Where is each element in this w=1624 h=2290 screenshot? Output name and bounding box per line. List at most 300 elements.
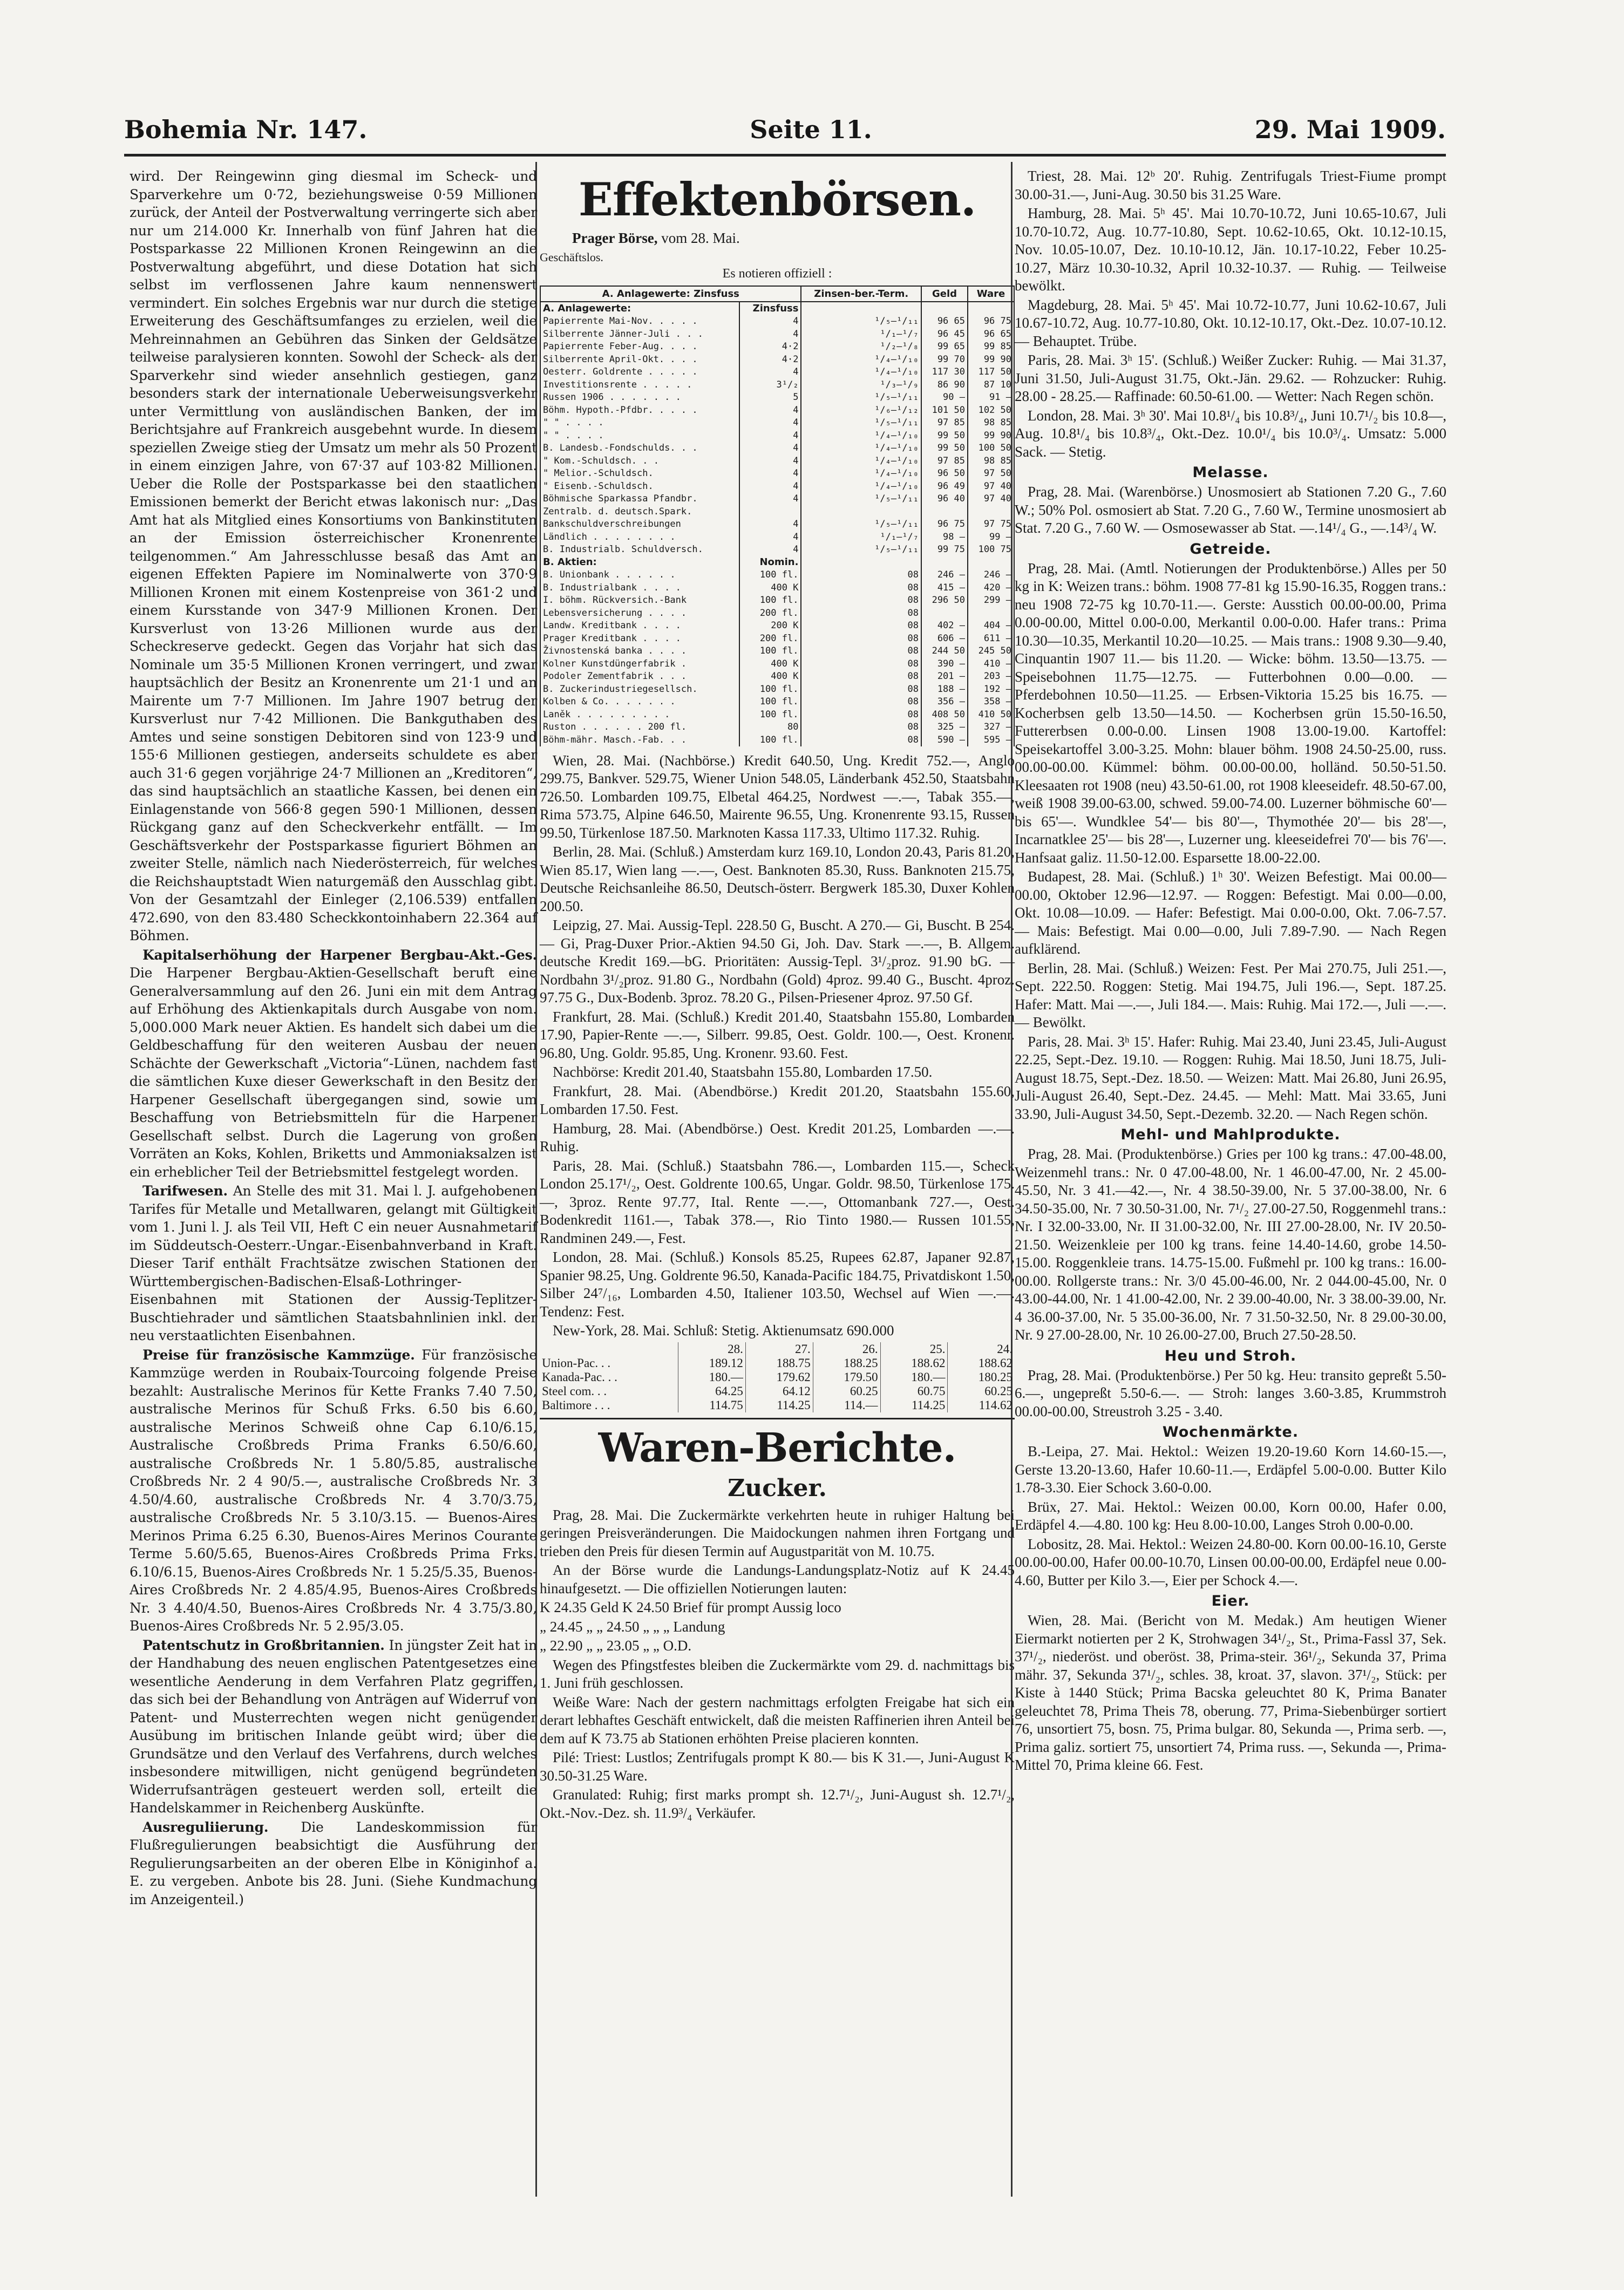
header-page-number: Seite 11. <box>750 115 872 144</box>
kurs-cell: 296 50 <box>921 594 968 607</box>
kurs-row <box>540 632 1014 645</box>
kurs-row <box>540 683 1014 696</box>
kurs-cell: 100 fl. <box>739 708 801 721</box>
kurs-row <box>540 341 1014 354</box>
kurs-cell: 200 fl. <box>739 632 801 645</box>
kurs-cell: 390 — <box>921 657 968 670</box>
newyork-cell: 60.75 <box>880 1384 948 1398</box>
kurs-cell: Oesterr. Goldrente . . . . . <box>540 366 739 379</box>
kurs-cell: 99 85 <box>968 341 1014 354</box>
column-2 <box>540 167 1015 1823</box>
kurs-cell: 08 <box>801 645 921 658</box>
kurs-cell <box>801 302 921 315</box>
kurs-cell: " Kom.-Schuldsch. . . <box>540 454 739 467</box>
kurs-cell: 98 — <box>921 531 968 543</box>
getreide-budapest: Budapest, 28. Mai. (Schluß.) 1ʰ 30'. Weizen Befestigt. Mai 00.00—00.00, Oktober 12.96—12.97. — Roggen: Befestigt. Mai 0.00—0.00, Okt. 10.08—10.09. — Hafer: Befestigt. Mai 0.00-0.00, Okt. 7.06-7.57. — Mais: Befestigt. Mai 0.00—0.00, Juli 7.89-7.90. — Nach Regen aufklärend. <box>1015 868 1446 957</box>
kurs-cell: 327 — <box>968 721 1014 734</box>
kurs-cell: ¹/₄—¹/₁₀ <box>801 442 921 455</box>
kurs-cell: ¹/₄—¹/₁₀ <box>801 467 921 480</box>
kurs-cell: 400 K <box>739 657 801 670</box>
kurs-table-body <box>540 302 1014 746</box>
wochenmarkt-leipa: B.-Leipa, 27. Mai. Hektol.: Weizen 19.20-19.60 Korn 14.60-15.—, Gerste 13.20-13.60, Hafer 10.60-11.—, Erdäpfel 5.00-0.00. Butter Kilo 1.78-3.30. Eier Schock 3.60-0.00. <box>1015 1443 1446 1496</box>
kurs-cell: Prager Kreditbank . . . . <box>540 632 739 645</box>
kurs-cell: Nomin. <box>739 556 801 569</box>
newyork-cell: 24. <box>948 1342 1015 1356</box>
kurs-cell: 595 — <box>968 733 1014 746</box>
kurs-cell: 246 — <box>921 569 968 582</box>
kurs-cell: 87 10 <box>968 378 1014 391</box>
report-london: London, 28. Mai. (Schluß.) Konsols 85.25, Rupees 62.87, Japaner 92.87, Spanier 98.25, Ung. Goldrente 96.50, Kanada-Pacific 184.75, Privatdiskont 1.50, Silber 24⁷/₁₆, Lombarden 4.50, Italiener 103.50, Wechsel auf Wien —.—. Tendenz: Fest. <box>540 1249 1015 1320</box>
kurs-row <box>540 493 1014 506</box>
kurs-row <box>540 302 1014 315</box>
zucker-hamburg: Hamburg, 28. Mai. 5ʰ 45'. Mai 10.70-10.72, Juni 10.65-10.67, Juli 10.70-10.72, Aug. 10.77-10.80, Sept. 10.62-10.65, Okt. 10.12-10.15, Nov. 10.05-10.07, Dez. 10.10-10.12, Jän. 10.17-10.22, Feber 10.25-10.27, März 10.30-10.32, April 10.32-10.37. — Ruhig. — Teilweise bewölkt. <box>1015 205 1446 294</box>
kurs-cell: 400 K <box>739 670 801 683</box>
kurs-row <box>540 467 1014 480</box>
getreide-paris: Paris, 28. Mai. 3ʰ 15'. Hafer: Ruhig. Mai 23.40, Juni 23.45, Juli-August 22.25, Sept.-Dez. 19.10. — Roggen: Ruhig. Mai 18.50, Juni 18.75, Juli-August 18.75, Sept.-Dez. 18.50. — Weizen: Matt. Mai 26.80, Juni 26.95, Juli-August 26.40, Sept.-Dez. 24.45. — Mehl: Matt. Mai 33.65, Juni 33.90, Juli-August 34.50, Sept.-Dezemb. 32.20. — Nach Regen schön. <box>1015 1033 1446 1122</box>
kurs-row <box>540 391 1014 404</box>
kurs-cell: 08 <box>801 657 921 670</box>
newyork-row <box>540 1398 1015 1412</box>
prag-boerse-date: vom 28. Mai. <box>661 230 740 246</box>
kurs-row <box>540 721 1014 734</box>
heu-prag: Prag, 28. Mai. (Produktenbörse.) Per 50 kg. Heu: transito gepreßt 5.50-6.—, ungepreßt 5.50-6.—. — Stroh: langes 3.60-3.85, Krummstroh 00.00-00.00, Streustroh 3.25 - 3.40. <box>1015 1367 1446 1419</box>
subsection-mehl: Mehl- und Mahlprodukte. <box>1120 1126 1341 1143</box>
kurs-header-ware: Ware <box>968 286 1014 302</box>
kurs-cell: 97 85 <box>921 454 968 467</box>
kurs-cell: 4 <box>739 543 801 556</box>
kurs-cell: 08 <box>801 607 921 620</box>
kurs-cell: 99 70 <box>921 353 968 366</box>
kurs-cell: 402 — <box>921 620 968 633</box>
report-newyork-heading: New-York, 28. Mai. Schluß: Stetig. Aktienumsatz 690.000 <box>553 1322 894 1338</box>
kurs-cell: ¹/₁—¹/₇ <box>801 531 921 543</box>
kurs-cell: 3¹/₂ <box>739 378 801 391</box>
kurs-row <box>540 696 1014 709</box>
kurs-row <box>540 733 1014 746</box>
kurs-cell: ¹/₂—¹/₈ <box>801 341 921 354</box>
zucker-boerse: An der Börse wurde die Landungs-Landungsplatz-Notiz auf K 24.45 hinaufgesetzt. — Die offiziellen Notierungen lauten: <box>540 1562 1015 1596</box>
kurs-cell: 611 — <box>968 632 1014 645</box>
kurs-cell: 96 49 <box>921 480 968 493</box>
kurs-cell: 97 75 <box>968 518 1014 531</box>
kurs-cell: Silberrente Jänner-Juli . . . <box>540 328 739 341</box>
section-title-effektenboersen: Effektenbörsen. <box>578 173 976 226</box>
report-hamburg: Hamburg, 28. Mai. (Abendbörse.) Oest. Kredit 201.25, Lombarden —.—. Ruhig. <box>540 1120 1015 1154</box>
newyork-cell: 188.75 <box>745 1356 813 1370</box>
kurs-row <box>540 454 1014 467</box>
kurs-cell: " Eisenb.-Schuldsch. <box>540 480 739 493</box>
prag-boerse-label: Prager Börse, <box>572 230 658 246</box>
article-postsparkasse: wird. Der Reingewinn ging diesmal im Scheck- und Sparverkehre um 0·72, beziehungsweise 0·59 Millionen zurück, der Anteil der Postverwaltung verringerte sich aber nur um 214.000 Kr. Innerhalb von fünf Jahren hat die Postsparkasse 22 Millionen Kronen Reingewinn an die Postverwaltung abgeführt, und diese Dotation hat sich selbst im verflossenen Jahre kaum nennenswert vermindert. Ein solches Ergebnis war nur durch die stetige Erweiterung des Geschäftsumfanges zu erzielen, weil die Mehreinnahmen an Gebühren das Sinken der Geldsätze teilweise paralysieren konnten. Sowohl der Scheck- als der Sparverkehr sind wieder ansehnlich gestiegen, ganz besonders stark der internationale Ueberweisungsverkehr unter Vermittlung von ausländischen Banken, der im Berichtsjahre auf Frankreich ausgebehnt wurde. In diesem speziellen Zweige stieg der Umsatz um mehr als 50 Prozent in einem einzigen Jahre, von 67·37 auf 103·82 Millionen. Ueber die Rolle der Postsparkasse bei den staatlichen Emissionen bemerkt der Bericht etwas lakonisch nur: „Das Amt hat als Mitglied eines Konsortiums von Bankinstituten an der Emission österreichischer Kronenrente teilgenommen.“ Am Jahresschlusse besaß das Amt an eigenen Effekten Papiere im Nominalwerte von 370·9 Millionen Kronen mit einem Kostenpreise von 361·2 und einem Kursstande von 347·9 Millionen Kronen. Der Kursverlust von 13·26 Millionen wurde aus der Scheckreserve gedeckt. Gegen das Vorjahr hat sich das Nominale um 35·5 Millionen Kronen verringert, und zwar hauptsächlich der Besitz an Kronenrente um 21·1 und an Mairente um 7·7 Millionen. Im Jahre 1907 betrug der Kursverlust nur 7·42 Millionen. Die Bankguthaben des Amtes und seine sonstigen Debitoren sind von 123·9 und 155·6 Millionen gestiegen, anderseits schuldete es aber auch 31·6 gegen vorjährige 24·7 Millionen an „Kreditoren“, das sind hauptsächlich an staatliche Kassen, bei denen ein Einlagenstande von 566·8 gegen 590·1 Millionen, dessen Rückgang ganz auf den Scheckverkehr entfällt. — Im Geschäftsverkehr der Postsparkasse figuriert Böhmen an zweiter Stelle, nämlich nach Niederösterreich, für welches die Reichshauptstadt Wien naturgemäß den Ausschlag gibt. Von der Gesamtzahl der Einleger (2,106.539) entfallen 472.690, von den 83.480 Scheckkontoinhabern 22.364 auf Böhmen. <box>130 168 537 943</box>
newyork-cell: 114.— <box>813 1398 880 1412</box>
kurs-cell: 100 fl. <box>739 594 801 607</box>
kurs-cell: 97 40 <box>968 493 1014 506</box>
subsection-heu: Heu und Stroh. <box>1164 1347 1297 1364</box>
getreide-prag: Prag, 28. Mai. (Amtl. Notierungen der Produktenbörse.) Alles per 50 kg in K: Weizen trans.: böhm. 1908 77-81 kg 15.90-16.35, Roggen trans.: neu 1908 72-75 kg 10.70-11.—. Gerste: Ausstich 00.00-00.00, Prima 0.00-00.00, Mittel 0.00-0.00, Merkantil 0.00-0.00. Hafer trans.: Prima 10.30—10.35, Merkantil 10.20—10.25. — Mais trans.: 1908 9.30—9.40, Cinquantin 1907 11.— bis 11.20. — Wicke: böhm. 13.50—13.75. — Speisebohnen 11.75—12.75. — Futterbohnen 0.00—0.00. — Pferdebohnen 10.50—11.25. — Erbsen-Viktoria 15.25 bis 16.75. — Kocherbsen gelb 13.50—14.50. — Kocherbsen grün 15.50-16.50, Futtererbsen 0.00-0.00. Linsen 1908 13.00-19.00. Kartoffel: Speisekartoffel 3.00-3.25. Mohn: blauer böhm. 1908 24.50-25.00, russ. 00.00-00.00. Kümmel: böhm. 00.00-00.00, holländ. 50.50-51.50. Kleesaaten rot 1908 (neu) 43.50-61.00, rot 1908 kleeseidefr. 48.50-67.00, weiß 1908 39.00-63.00, schwed. 59.00-74.00. Luzerner böhmische 60'— bis 65'—. Wundklee 54'— bis 80'—, Thymothée 20'— bis 28'—, Incarnatklee 25'— bis 28'—, Luzerner ung. kleeseidefrei 70'— bis 76'—. Hanfsaat galiz. 11.50-12.00. Esparsette 18.00-22.00. <box>1015 560 1446 866</box>
kurs-cell <box>968 505 1014 518</box>
kurs-cell: 99 90 <box>968 353 1014 366</box>
kurs-cell: 5 <box>739 391 801 404</box>
kurs-cell: 102 50 <box>968 404 1014 417</box>
kurs-cell: 400 K <box>739 581 801 594</box>
newyork-cell: Kanada-Pac. . . <box>542 1370 617 1384</box>
article-kammzuege <box>130 1346 537 1635</box>
zucker-prag: Prag, 28. Mai. Die Zuckermärkte verkehrten heute in ruhiger Haltung bei geringen Preisveränderungen. Die Maidockungen nahmen ihren Fortgang und trieben den Preis für diesen Termin auf Augustparität von M. 10.75. <box>540 1506 1015 1559</box>
kurs-cell: 08 <box>801 708 921 721</box>
kurs-cell: B. Landesb.-Fondschulds. . . <box>540 442 739 455</box>
kurs-cell: 08 <box>801 620 921 633</box>
newyork-cell: Baltimore . . . <box>542 1398 610 1412</box>
kurs-cell: 80 <box>739 721 801 734</box>
kurs-cell: 4 <box>739 531 801 543</box>
kurs-cell: 4·2 <box>739 353 801 366</box>
kurs-cell: 100 fl. <box>739 733 801 746</box>
section-title-warenberichte: Waren-Berichte. <box>598 1424 956 1471</box>
kurs-row <box>540 366 1014 379</box>
melasse-prag: Prag, 28. Mai. (Warenbörse.) Unosmosiert ab Stationen 7.20 G., 7.60 W.; 50% Pol. osmosiert ab Stat. 7.20 G., 7.60 W., Termine unosmosiert ab Stat. 7.20 G., 7.60 W. — Osmosewasser ab Stat. —.14¹/₄ G., —.14³/₄ W. <box>1015 484 1446 536</box>
newyork-cell: 27. <box>745 1342 813 1356</box>
article-patentschutz <box>130 1636 537 1817</box>
kurs-cell: ¹/₄—¹/₁₀ <box>801 366 921 379</box>
newyork-cell: 64.25 <box>678 1384 745 1398</box>
subsection-getreide: Getreide. <box>1190 540 1272 558</box>
newyork-cell: 179.50 <box>813 1370 880 1384</box>
kurs-cell: 97 40 <box>968 480 1014 493</box>
eier-wien: Wien, 28. Mai. (Bericht von M. Medak.) Am heutigen Wiener Eiermarkt notierten per 2 K, Strohwagen 34¹/₂, St., Prima-Fassl 37, Sek. 37¹/₂, niederöst. und oberöst. 38, Prima-steir. 36¹/₂, Sekunda 37, Prima mähr. 37, Sekunda 37¹/₂, schles. 38, kroat. 37, slavon. 37¹/₂, Stück: per Kiste à 1440 Stück; Prima Bacska geleuchtet 80 K, Prima Banater geleuchtet 78, Prima Theis 78, oberung. 77, Prima-Siebenbürger sortiert 76, unsortiert 75, bosn. 75, Prima bulgar. 80, Sekunda —, Prima serb. —, Prima galiz. sortiert 75, unsortiert 74, Prima russ. —, Sekunda —, Prima-Mittel 70, Prima kleine 66. Fest. <box>1015 1612 1446 1773</box>
zucker-triest: Triest, 28. Mai. 12ᵇ 20'. Ruhig. Zentrifugals Triest-Fiume prompt 30.00-31.—, Juni-Aug. 30.50 bis 31.25 Ware. <box>1015 168 1446 202</box>
kurs-cell: ¹/₄—¹/₁₀ <box>801 454 921 467</box>
kurs-cell: Papierrente Mai-Nov. . . . . <box>540 315 739 328</box>
zucker-notierung-3: „ 22.90 „ „ 23.05 „ „ O.D. <box>540 1637 692 1654</box>
zucker-notierung-2: „ 24.45 „ „ 24.50 „ „ „ Landung <box>540 1618 725 1635</box>
kurs-cell: Ruston . . . . . . 200 fl. <box>540 721 739 734</box>
prag-boerse-heading <box>540 229 1015 266</box>
kurs-cell: 4 <box>739 404 801 417</box>
kurs-cell: Investitionsrente . . . . . <box>540 378 739 391</box>
kurs-row <box>540 505 1014 518</box>
kurs-cell: 99 65 <box>921 341 968 354</box>
newyork-cell: 179.62 <box>745 1370 813 1384</box>
article-tarifwesen <box>130 1182 537 1345</box>
kurs-row <box>540 607 1014 620</box>
getreide-berlin: Berlin, 28. Mai. (Schluß.) Weizen: Fest. Per Mai 270.75, Juli 251.—, Sept. 222.50. Roggen: Stetig. Mai 194.75, Juli 196.—, Sept. 187.25. Hafer: Matt. Mai —.—, Juli 184.—. Mais: Ruhig. Mai 172.—, Juli —.—. — Bewölkt. <box>1015 960 1446 1030</box>
kurs-cell: Böhm-mähr. Masch.-Fab. . . <box>540 733 739 746</box>
kurs-row <box>540 429 1014 442</box>
kurs-row <box>540 645 1014 658</box>
kurs-table-header <box>540 286 1014 302</box>
kurs-cell: 100 50 <box>968 442 1014 455</box>
kurs-cell: 200 K <box>739 620 801 633</box>
kurs-cell: 410 — <box>968 657 1014 670</box>
kurs-cell: Silberrente April-Okt. . . . <box>540 353 739 366</box>
kurs-cell: 420 — <box>968 581 1014 594</box>
kurs-header-term: Zinsen-ber.-Term. <box>801 286 921 302</box>
page-header <box>124 105 1446 157</box>
article-harpener-body: Die Harpener Bergbau-Aktien-Gesellschaft beruft eine Generalversammlung auf den 26. Juni ein mit dem Antrag auf Erhöhung des Aktienkapitals durch Ausgabe von nom. 5,000.000 Mark neuer Aktien. Es handelt sich dabei um die Geldbeschaffung für den weiteren Ausbau der neuen Schächte der Gewerkschaft „Victoria“-Lünen, nachdem fast die sämtlichen Kuxe dieser Gewerkschaft in den Besitz der Harpener Gesellschaft übergegangen sind, sowie um Beschaffung von Betriebsmitteln für die Harpener Gesellschaft selbst. Durch die Lagerung von großen Vorräten an Koks, Kohlen, Briketts und Ammoniaksalzen ist ein erheblicher Teil der Betriebsmittel festgelegt worden. <box>130 965 537 1180</box>
kurs-cell: ¹/₁—¹/₇ <box>801 328 921 341</box>
kurs-row <box>540 442 1014 455</box>
kurs-cell: 08 <box>801 721 921 734</box>
newyork-cell: 188.25 <box>813 1356 880 1370</box>
kurs-cell: 117 30 <box>921 366 968 379</box>
subsection-wochenmaerkte: Wochenmärkte. <box>1162 1424 1299 1440</box>
kurs-cell: 4 <box>739 366 801 379</box>
kurs-cell: 201 — <box>921 670 968 683</box>
kurs-table <box>540 286 1015 746</box>
newyork-cell: 114.62 <box>948 1398 1015 1412</box>
kurs-cell: ¹/₅—¹/₁₁ <box>801 391 921 404</box>
kurs-cell: 188 — <box>921 683 968 696</box>
kurs-cell: 96 65 <box>921 315 968 328</box>
article-patentschutz-body: In jüngster Zeit hat in der Handhabung des neuen englischen Patentgesetzes eine wesentliche Aenderung in dem Verfahren Platz gegriffen, das sich bei der Behandlung von Anträgen auf Widerruf von Patent- und Musterrechten wegen nicht genügender Ausübung im britischen Inlande geübt wird; über die Grundsätze und den Verlauf des Verfahrens, durch welches insbesondere mitwilligen, nicht genügend begründeten Widerrufsanträgen gesteuert werden soll, erteilt die Handelskammer in Reichenberg Auskünfte. <box>130 1637 537 1816</box>
kurs-cell: 415 — <box>921 581 968 594</box>
kurs-cell <box>921 505 968 518</box>
newyork-cell: 64.12 <box>745 1384 813 1398</box>
newyork-cell: Union-Pac. . . <box>542 1356 611 1370</box>
kurs-cell: 08 <box>801 581 921 594</box>
kurs-cell: Laněk . . . . . . . . . <box>540 708 739 721</box>
newyork-cell: 60.25 <box>948 1384 1015 1398</box>
kurs-row <box>540 708 1014 721</box>
zucker-pfingsten: Wegen des Pfingstfestes bleiben die Zuckermärkte vom 29. d. nachmittags bis 1. Juni früh geschlossen. <box>540 1656 1015 1691</box>
kurs-cell: 4 <box>739 467 801 480</box>
kurs-cell: 325 — <box>921 721 968 734</box>
kurs-cell: Kolben & Co. . . . . . . <box>540 696 739 709</box>
newyork-cell: 188.62 <box>948 1356 1015 1370</box>
kurs-cell: 96 50 <box>921 467 968 480</box>
report-wien: Wien, 28. Mai. (Nachbörse.) Kredit 640.50, Ung. Kredit 752.—, Anglo 299.75, Bankver. 529.75, Wiener Union 548.05, Länderbank 452.50, Staatsbahn 726.50. Lombarden 109.75, Elbetal 464.25, Nordwest —.—, Tabak 355.—, Rima 573.75, Alpine 646.50, Mairente 96.55, Ung. Kronenrente 93.15, Russen 99.50, Türkenlose 187.50. Marknoten Kassa 117.33, Ultimo 117.32. Ruhig. <box>540 752 1015 841</box>
kurs-row <box>540 670 1014 683</box>
kurs-row <box>540 480 1014 493</box>
article-tarifwesen-body: An Stelle des mit 31. Mai l. J. aufgehobenen Tarifes für Metalle und Metallwaren, gelangt mit Gültigkeit vom 1. Juni l. J. als Teil VII, Heft C ein neuer Ausnahmetarif im Süddeutsch-Oesterr.-Ungar.-Eisenbahnverband in Kraft. Dieser Tarif enthält Frachtsätze zwischen Stationen der Württembergischen-Badischen-Elsaß-Lothringer-Eisenbahnen mit Stationen der Aussig-Teplitzer-Buschtiehrader und sämtlichen Staatsbahnlinien inkl. der neu verstaatlichten Eisenbahnen. <box>130 1183 538 1343</box>
newyork-cell: 25. <box>880 1342 948 1356</box>
kurs-cell: 08 <box>801 632 921 645</box>
kurs-cell: 4 <box>739 417 801 430</box>
kurs-cell <box>921 302 968 315</box>
kurs-cell: 4 <box>739 493 801 506</box>
kurs-cell: ¹/₆—¹/₁₂ <box>801 404 921 417</box>
wochenmarkt-lobositz: Lobositz, 28. Mai. Hektol.: Weizen 24.80-00. Korn 00.00-16.10, Gerste 00.00-00.00, Hafer 00.00-10.70, Linsen 00.00-00.00, Erdäpfel neue 0.00-4.60, Butter per Kilo 3.—, Eier per Schock 4.—. <box>1015 1535 1446 1588</box>
kurs-cell: ¹/₅—¹/₁₁ <box>801 543 921 556</box>
newyork-row <box>540 1370 1015 1384</box>
kurs-row <box>540 404 1014 417</box>
newyork-cell <box>540 1342 678 1356</box>
kurs-cell: 100 fl. <box>739 569 801 582</box>
prag-boerse-note: Geschäftslos. <box>540 250 603 264</box>
kurs-cell: 98 85 <box>968 417 1014 430</box>
kurs-cell: 590 — <box>921 733 968 746</box>
kurs-cell: 08 <box>801 733 921 746</box>
kurs-cell: B. Zuckerindustriegesellsch. <box>540 683 739 696</box>
kurs-cell: ¹/₃—¹/₉ <box>801 378 921 391</box>
kurs-row <box>540 594 1014 607</box>
kurs-cell: 99 50 <box>921 442 968 455</box>
kurs-cell: Papierrente Feber-Aug. . . . <box>540 341 739 354</box>
kurs-cell: 4 <box>739 454 801 467</box>
kurs-cell: 101 50 <box>921 404 968 417</box>
zucker-magdeburg: Magdeburg, 28. Mai. 5ʰ 45'. Mai 10.72-10.77, Juni 10.62-10.67, Juli 10.67-10.72, Aug. 10.77-10.80, Okt. 10.12-10.17, Okt.-Dez. 10.07-10.12. — Behauptet. Trübe. <box>1015 296 1446 349</box>
kurs-cell: 4 <box>739 480 801 493</box>
subsection-melasse: Melasse. <box>1192 464 1269 481</box>
newyork-table <box>540 1342 1015 1412</box>
wochenmarkt-brux: Brüx, 27. Mai. Hektol.: Weizen 00.00, Korn 00.00, Hafer 0.00, Erdäpfel 4.—4.80. 100 kg: Heu 8.00-10.00, Langes Stroh 0.00-0.00. <box>1015 1498 1446 1533</box>
zucker-london: London, 28. Mai. 3ʰ 30'. Mai 10.8¹/₄ bis 10.8³/₄, Juni 10.7¹/₂ bis 10.8—, Aug. 10.8¹/₄ bis 10.8³/₄, Okt.-Dez. 10.0¹/₄ bis 10.0³/₄. Umsatz: 5.000 Sack. — Stetig. <box>1015 407 1446 460</box>
article-harpener <box>130 946 537 1181</box>
kurs-cell: 245 50 <box>968 645 1014 658</box>
kurs-cell: 404 — <box>968 620 1014 633</box>
kurs-cell: 410 50 <box>968 708 1014 721</box>
kurs-row <box>540 328 1014 341</box>
newyork-cell: 26. <box>813 1342 880 1356</box>
kurs-header-geld: Geld <box>921 286 968 302</box>
kurs-cell: 96 75 <box>921 518 968 531</box>
kurs-cell: 99 50 <box>921 429 968 442</box>
subsection-zucker: Zucker. <box>728 1474 827 1502</box>
kurs-cell: 99 75 <box>921 543 968 556</box>
kurs-row <box>540 569 1014 582</box>
newyork-row <box>540 1384 1015 1398</box>
kurs-cell: B. Unionbank . . . . . . <box>540 569 739 582</box>
kurs-row <box>540 417 1014 430</box>
kurs-row <box>540 543 1014 556</box>
newyork-row <box>540 1342 1015 1356</box>
kurs-cell: 98 85 <box>968 454 1014 467</box>
report-frankfurt-nachboerse: Nachbörse: Kredit 201.40, Staatsbahn 155.80, Lombarden 17.50. <box>553 1064 933 1080</box>
kurs-row <box>540 581 1014 594</box>
kurs-cell: 86 90 <box>921 378 968 391</box>
kurs-cell: Podoler Zementfabrik . . . <box>540 670 739 683</box>
kurs-cell: 90 — <box>921 391 968 404</box>
kurs-cell: 299 — <box>968 594 1014 607</box>
kurs-cell: 96 40 <box>921 493 968 506</box>
column-1 <box>130 167 537 1910</box>
newyork-cell: 180.— <box>880 1370 948 1384</box>
kurs-cell: ¹/₄—¹/₁₀ <box>801 353 921 366</box>
kurs-cell <box>968 607 1014 620</box>
kurs-cell: B. Industrialbank . . . . <box>540 581 739 594</box>
kurs-cell: " " . . . . <box>540 429 739 442</box>
zucker-paris: Paris, 28. Mai. 3ʰ 15'. (Schluß.) Weißer Zucker: Ruhig. — Mai 31.37, Juni 31.50, Juli-August 31.75, Okt.-Jän. 29.62. — Rohzucker: Ruhig. 28.00 - 28.25.— Raffinade: 60.50-61.00. — Wetter: Nach Regen schön. <box>1015 352 1446 404</box>
article-tarifwesen-heading: Tarifwesen. <box>142 1183 228 1199</box>
kurs-cell: 99 90 <box>968 429 1014 442</box>
kurs-cell: 08 <box>801 569 921 582</box>
kurs-cell: 96 65 <box>968 328 1014 341</box>
kurs-cell: Ländlich . . . . . . . . <box>540 531 739 543</box>
kurs-cell: 4 <box>739 315 801 328</box>
divider-waren <box>540 1418 1015 1419</box>
kurs-cell: 192 — <box>968 683 1014 696</box>
kurs-cell: 08 <box>801 683 921 696</box>
kurs-cell <box>921 607 968 620</box>
zucker-granulated: Granulated: Ruhig; first marks prompt sh. 12.7¹/₂, Juni-August sh. 12.7¹/₂, Okt.-Nov.-Dez. sh. 11.9³/₄ Verkäufer. <box>540 1786 1015 1821</box>
article-patentschutz-heading: Patentschutz in Großbritannien. <box>142 1637 385 1653</box>
kurs-cell <box>801 505 921 518</box>
kurs-row <box>540 556 1014 569</box>
kurs-cell: I. böhm. Rückversich.-Bank <box>540 594 739 607</box>
newyork-row <box>540 1356 1015 1370</box>
kurs-cell: 356 — <box>921 696 968 709</box>
kurs-cell: 358 — <box>968 696 1014 709</box>
kurs-cell: 97 85 <box>921 417 968 430</box>
article-kammzuege-heading: Preise für französische Kammzüge. <box>142 1347 415 1363</box>
kurs-cell: ¹/₅—¹/₁₁ <box>801 493 921 506</box>
kurs-cell: Russen 1906 . . . . . . . <box>540 391 739 404</box>
report-berlin: Berlin, 28. Mai. (Schluß.) Amsterdam kurz 169.10, London 20.43, Paris 81.20, Wien 85.17, Wien lang —.—, Oest. Banknoten 85.30, Russ. Banknoten 215.75, Deutsche Reichsanleihe 86.50, Deutsch-österr. Bergwerk 185.30, Duxer Kohlen 200.50. <box>540 844 1015 914</box>
newyork-cell: Steel com. . . <box>542 1384 607 1398</box>
kurs-row <box>540 518 1014 531</box>
kurs-cell <box>968 556 1014 569</box>
kurs-cell: 08 <box>801 696 921 709</box>
kurs-cell <box>968 302 1014 315</box>
newyork-cell: 60.25 <box>813 1384 880 1398</box>
kurs-cell: ¹/₄—¹/₁₀ <box>801 480 921 493</box>
newyork-cell: 188.62 <box>880 1356 948 1370</box>
kurs-cell <box>739 505 801 518</box>
kurs-row <box>540 531 1014 543</box>
kurs-cell: 100 fl. <box>739 683 801 696</box>
kurs-cell: 606 — <box>921 632 968 645</box>
kurs-row <box>540 657 1014 670</box>
report-leipzig: Leipzig, 27. Mai. Aussig-Tepl. 228.50 G, Buscht. A 270.— Gi, Buscht. B 254.— Gi, Prag-Duxer Prior.-Aktien 94.50 Gi, Joh. Dav. Stark —.—, B. Allgem. deutsche Kredit 169.—bG. Prioritäten: Aussig-Tepl. 3¹/₂proz. 91.90 bG. — Nordbahn 3¹/₂proz. 91.80 G., Nordbahn (Gold) 4proz. 99.40 G., Buscht. 4proz. 97.75 G., Dux-Bodenb. 3proz. 78.20 G., Pilsen-Priesener 4proz. 97.50 Gf. <box>540 917 1015 1005</box>
kurs-row <box>540 315 1014 328</box>
kurs-cell: 4 <box>739 429 801 442</box>
header-publication: Bohemia Nr. 147. <box>124 115 368 144</box>
kurs-cell: 408 50 <box>921 708 968 721</box>
newyork-cell: 28. <box>678 1342 745 1356</box>
kurs-cell: 08 <box>801 670 921 683</box>
kurs-cell: Bankschuldverschreibungen <box>540 518 739 531</box>
kurs-cell: 99 — <box>968 531 1014 543</box>
newyork-table-body <box>540 1342 1015 1412</box>
kurs-cell: Böhm. Hypoth.-Pfdbr. . . . . <box>540 404 739 417</box>
kurs-cell: 91 — <box>968 391 1014 404</box>
kurs-cell: ¹/₅—¹/₁₁ <box>801 417 921 430</box>
kurs-cell: 117 50 <box>968 366 1014 379</box>
kurs-cell <box>801 556 921 569</box>
newyork-cell: 189.12 <box>678 1356 745 1370</box>
kurs-cell: 4 <box>739 442 801 455</box>
subsection-eier: Eier. <box>1211 1593 1250 1609</box>
kurs-cell: Böhmische Sparkassa Pfandbr. <box>540 493 739 506</box>
kurs-cell: Živnostenská banka . . . . <box>540 645 739 658</box>
kurs-cell: ¹/₅—¹/₁₁ <box>801 518 921 531</box>
zucker-notierung-1: K 24.35 Geld K 24.50 Brief für prompt Aussig loco <box>540 1599 841 1615</box>
header-date: 29. Mai 1909. <box>1254 115 1446 144</box>
kurs-cell: A. Anlagewerte: <box>540 302 739 315</box>
kurs-cell: 08 <box>801 594 921 607</box>
article-kammzuege-body: Für französische Kammzüge werden in Roubaix-Tourcoing folgende Preise bezahlt: Australische Merinos für Kette Franks 7.40 7.50, australische Merinos für Schuß Frks. 6.50 bis 6.60, australische Merinos Schweiß ohne Cap 6.10/6.15, Australische Croßbreds Prima Franks 6.50/6.60, australische Croßbreds Nr. 1 5.80/5.85, australische Croßbreds Nr. 2 4 90/5.—, australische Croßbreds Nr. 3 4.50/4.60, australische Croßbreds Nr. 4 3.70/3.75, australische Croßbreds Nr. 5 3.10/3.15. — Buenos-Aires Merinos Prima 6.25 6.30, Buenos-Aires Merinos Courante Terme 5.60/5.65, Buenos-Aires Croßbreds Prima Frks. 6.10/6.15, Buenos-Aires Croßbreds Nr. 1 5.25/5.35, Buenos-Aires Croßbreds Nr. 2 4.85/4.95, Buenos-Aires Croßbreds Nr. 3 4.40/4.50, Buenos-Aires Croßbreds Nr. 4 3.75/3.80, Buenos-Aires Croßbreds Nr. 5 2.95/3.05. <box>130 1347 537 1634</box>
column-3 <box>1015 167 1446 1776</box>
kurs-cell: 4 <box>739 518 801 531</box>
newyork-cell: 114.25 <box>745 1398 813 1412</box>
newyork-cell: 114.25 <box>880 1398 948 1412</box>
kurs-cell: Kolner Kunstdüngerfabrik . <box>540 657 739 670</box>
newyork-cell: 114.75 <box>678 1398 745 1412</box>
kurs-cell: 200 fl. <box>739 607 801 620</box>
kurs-cell: 96 45 <box>921 328 968 341</box>
kurs-cell: 100 fl. <box>739 696 801 709</box>
kurs-row <box>540 620 1014 633</box>
kurs-row <box>540 378 1014 391</box>
newyork-cell: 180.— <box>678 1370 745 1384</box>
article-ausregulierung-body: Die Landeskommission für Flußregulierungen beabsichtigt die Ausführung der Regulierungsarbeiten an der oberen Elbe in Königinhof a. E. zu vergeben. Anbote bis 28. Juni. (Siehe Kundmachung im Anzeigenteil.) <box>130 1819 537 1907</box>
kurs-cell: Lebensversicherung . . . . <box>540 607 739 620</box>
kurs-cell: 203 — <box>968 670 1014 683</box>
kurs-cell: 4 <box>739 328 801 341</box>
article-harpener-heading: Kapitalserhöhung der Harpener Bergbau-Akt.-Ges. <box>142 947 537 963</box>
kurs-cell: 96 75 <box>968 315 1014 328</box>
mehl-prag: Prag, 28. Mai. (Produktenbörse.) Gries per 100 kg trans.: 47.00-48.00, Weizenmehl trans.: Nr. 0 47.00-48.00, Nr. 1 46.00-47.00, Nr. 2 45.00-45.50, Nr. 3 41.—42.—, Nr. 4 38.50-39.00, Nr. 5 37.00-38.00, Nr. 6 34.50-35.00, Nr. 7 30.50-31.00, Nr. 7¹/₂ 27.00-27.50, Roggenmehl trans.: Nr. I 32.00-33.00, Nr. II 31.00-32.00, Nr. III 27.00-28.00, Nr. IV 20.50-21.50. Weizenkleie per 100 kg trans. feine 14.40-14.60, grobe 14.50-15.00. Roggenkleie trans. 14.75-15.00. Fußmehl pr. 100 kg trans.: 16.00-00.00. Rollgerste trans.: Nr. 3/0 45.00-46.00, Nr. 2 044.00-45.00, Nr. 0 43.00-44.00, Nr. 1 41.00-42.00, Nr. 2 39.00-40.00, Nr. 3 38.00-39.00, Nr. 4 36.00-37.00, Nr. 5 35.00-36.00, Nr. 7 31.50-32.50, Nr. 8 29.00-30.00, Nr. 9 27.00-28.00, Nr. 10 26.00-27.00, Bruch 27.50-28.50. <box>1015 1146 1446 1343</box>
